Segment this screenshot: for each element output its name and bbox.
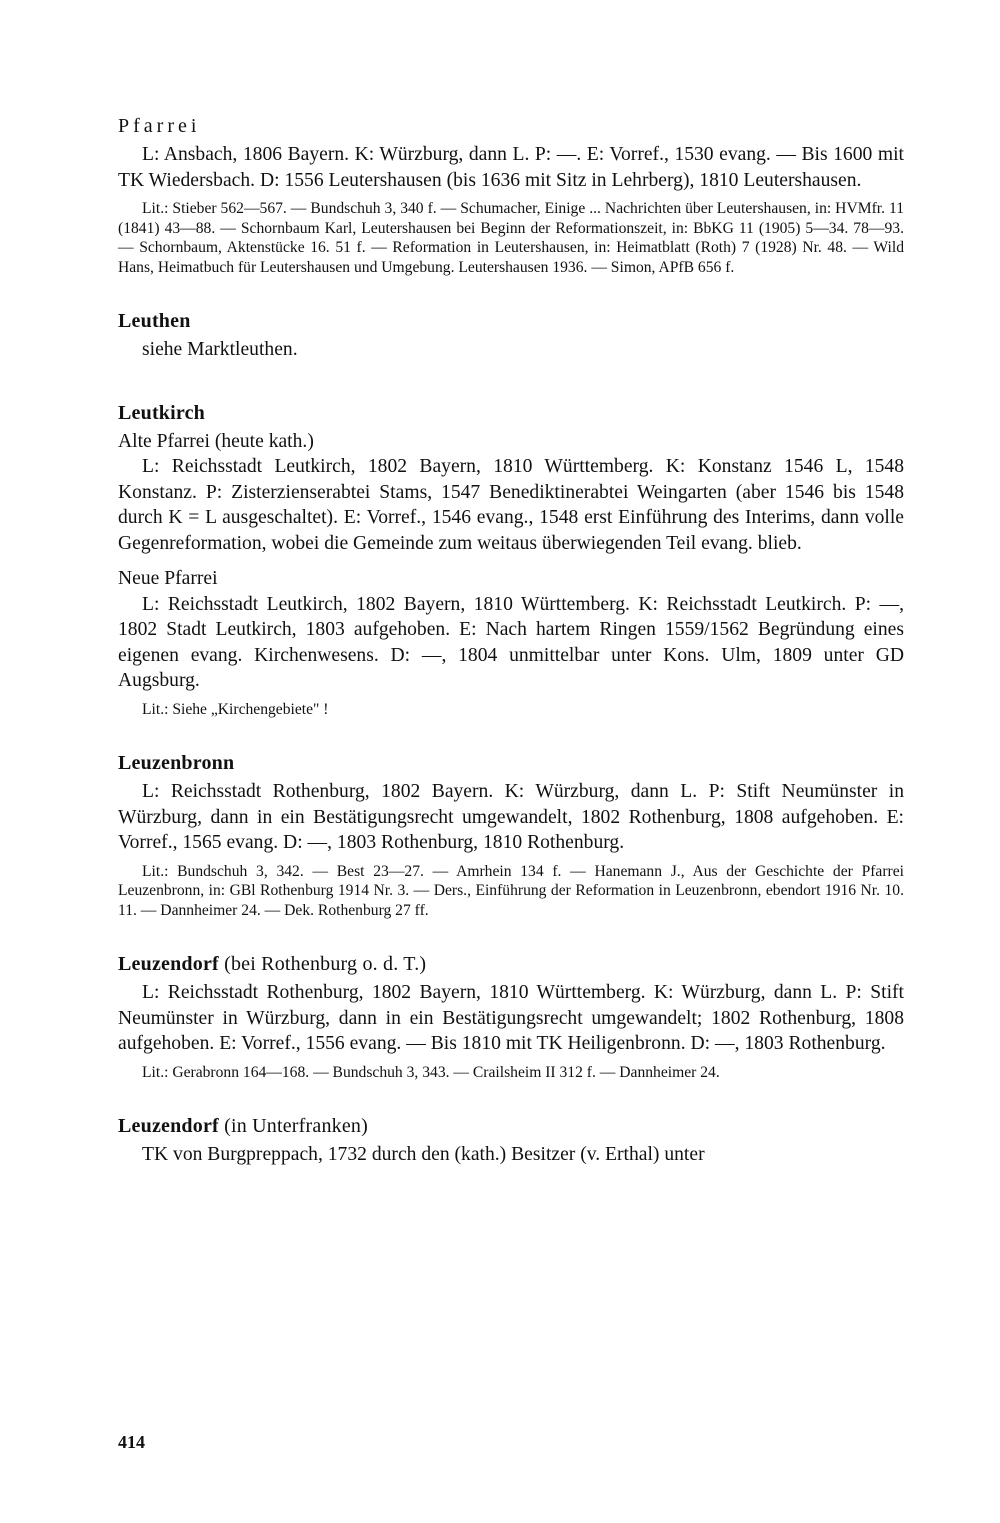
entry-body: L: Reichsstadt Rothenburg, 1802 Bayern. K: Würzburg, dann L. P: Stift Neumünster in Würzburg, dann in ein Bestätigungsrecht umgewandelt, 1802 Rothenburg, 1808 aufgehoben. E: Vorref., 1565 evang. D: —, 1803 Rothenburg, 1810 Rothenburg. <box>118 781 904 853</box>
page-content <box>118 112 904 1168</box>
subheading-alte-pfarrei: Alte Pfarrei (heute kath.) <box>118 430 314 452</box>
entry-pfarrei <box>118 112 904 277</box>
entry-heading <box>118 950 904 978</box>
subheading-neue-pfarrei: Neue Pfarrei <box>118 568 218 589</box>
entry-heading <box>118 1112 904 1140</box>
entry-body: TK von Burgpreppach, 1732 durch den (kath.) Besitzer (v. Erthal) unter <box>142 1144 705 1165</box>
entry-body: L: Reichsstadt Leutkirch, 1802 Bayern, 1810 Württemberg. K: Konstanz 1546 L, 1548 Konstanz. P: Zisterzienserabtei Stams, 1547 Benediktinerabtei Weingarten (aber 1546 bis 1548 durch K = L ausgeschaltet). E: Vorref., 1546 evang., 1548 erst Einführung des Interims, dann volle Gegenreformation, wobei die Gemeinde zum weitaus überwiegenden Teil evang. blieb. <box>118 456 904 554</box>
entry-heading-suffix: (in Unterfranken) <box>218 1115 368 1137</box>
entry-heading: Pfarrei <box>118 115 201 137</box>
entry-body: L: Reichsstadt Rothenburg, 1802 Bayern, 1810 Württemberg. K: Würzburg, dann L. P: Stift Neumünster in Würzburg, dann in ein Bestätigungsrecht umgewandelt; 1802 Rothenburg, 1808 aufgehoben. E: Vorref., 1556 evang. — Bis 1810 mit TK Heiligenbronn. D: —, 1803 Rothenburg. <box>118 982 904 1054</box>
entry-heading-name: Leuzendorf <box>118 1115 219 1137</box>
entry-literature: Lit.: Gerabronn 164—168. — Bundschuh 3, 343. — Crailsheim II 312 f. — Dannheimer 24. <box>142 1063 720 1081</box>
entry-literature: Lit.: Stieber 562—567. — Bundschuh 3, 340 f. — Schumacher, Einige ... Nachrichten über Leutershausen, in: HVMfr. 11 (1841) 43—88. — Schornbaum Karl, Leutershausen bei Beginn der Reformationszeit, in: BbKG 11 (1905) 5—34. 78—93. — Schornbaum, Aktenstücke 16. 51 f. — Reformation in Leutershausen, in: Heimatblatt (Roth) 7 (1928) Nr. 48. — Wild Hans, Heimatbuch für Leutershausen und Umgebung. Leutershausen 1936. — Simon, APfB 656 f. <box>118 200 904 276</box>
entry-leuzendorf-rothenburg <box>118 950 904 1082</box>
entry-literature: Lit.: Bundschuh 3, 342. — Best 23—27. — Amrhein 134 f. — Hanemann J., Aus der Geschichte der Pfarrei Leuzenbronn, in: GBl Rothenburg 1914 Nr. 3. — Ders., Einführung der Reformation in Leuzenbronn, ebendort 1916 Nr. 10. 11. — Dannheimer 24. — Dek. Rothenburg 27 ff. <box>118 862 904 919</box>
entry-body: L: Ansbach, 1806 Bayern. K: Würzburg, dann L. P: —. E: Vorref., 1530 evang. — Bis 1600 mit TK Wiedersbach. D: 1556 Leutershausen (bis 1636 mit Sitz in Lehrberg), 1810 Leutershausen. <box>118 144 904 191</box>
entry-heading: Leuzenbronn <box>118 752 235 774</box>
entry-leutkirch <box>118 399 904 720</box>
entry-body: siehe Marktleuthen. <box>142 339 298 360</box>
entry-heading-name: Leuzendorf <box>118 953 219 975</box>
entry-heading: Leutkirch <box>118 401 205 424</box>
entry-heading-suffix: (bei Rothenburg o. d. T.) <box>218 953 427 975</box>
entry-body-2: L: Reichsstadt Leutkirch, 1802 Bayern, 1810 Württemberg. K: Reichsstadt Leutkirch. P: —, 1802 Stadt Leutkirch, 1803 aufgehoben. E: Nach hartem Ringen 1559/1562 Begründung eines eigenen evang. Kirchenwesens. D: —, 1804 unmittelbar unter Kons. Ulm, 1809 unter GD Augsburg. <box>118 593 904 691</box>
page-number: 414 <box>118 1432 145 1452</box>
entry-heading: Leuthen <box>118 310 191 332</box>
entry-leuzenbronn <box>118 749 904 920</box>
entry-leuzendorf-unterfranken <box>118 1112 904 1168</box>
entry-leuthen <box>118 307 904 363</box>
entry-literature: Lit.: Siehe „Kirchengebiete" ! <box>142 700 329 718</box>
